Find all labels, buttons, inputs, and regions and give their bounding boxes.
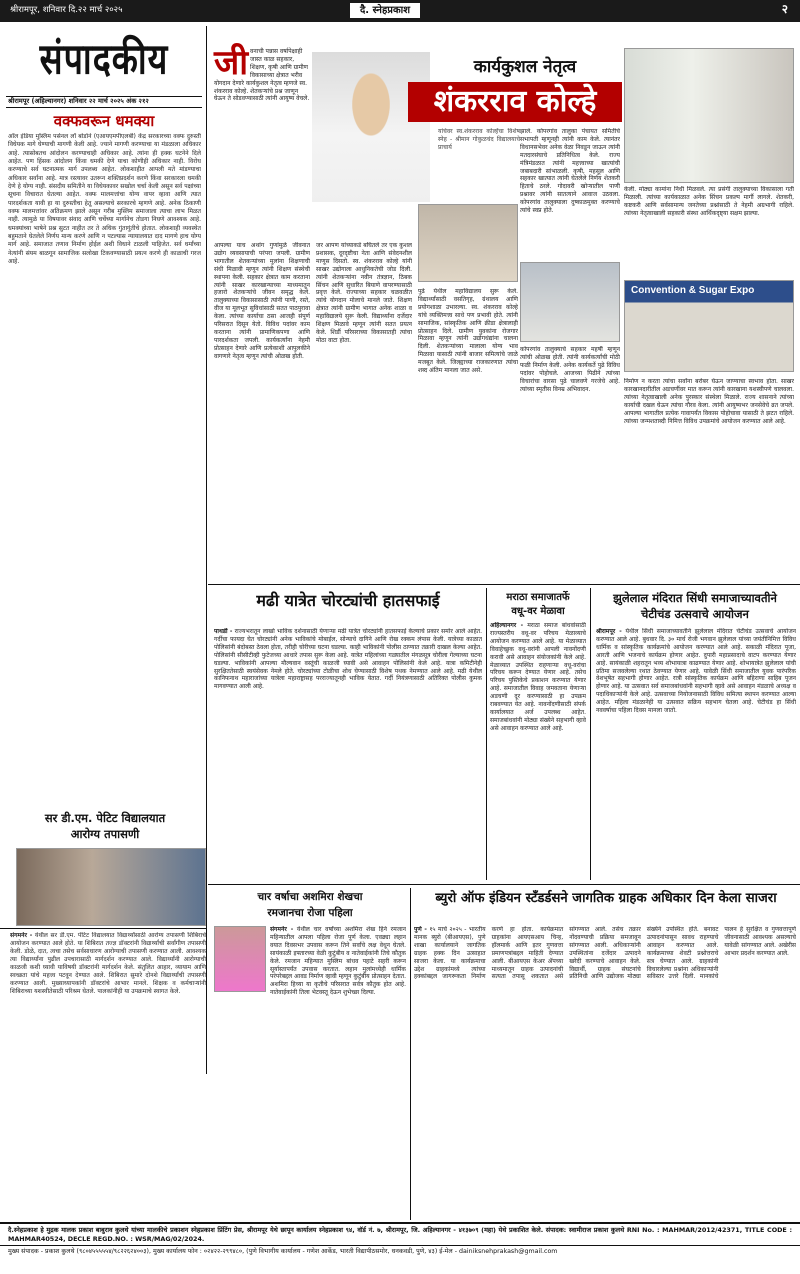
madhi-body: [214, 628, 482, 878]
bis-headline: ब्युरो ऑफ इंडियन स्टँडर्डसने जागतिक ग्राहक अधिकार दिन केला साजरा: [435, 891, 777, 906]
jhulelal-headline-1: झुलेलाल मंदिरात सिंधी समाजाच्यावतीने: [613, 591, 777, 605]
page-header-bar: [0, 0, 800, 22]
kolhe-author: यांचेवर स्व.शंकरराव कोल्हेंचा विशेष स्नेह - श्रीमान गोकुळचंद विद्यालयाचे प्राचार्य: [438, 128, 520, 151]
petit-headline-1: सर डी.एम. पेटिट विद्यालयात: [44, 811, 166, 825]
editorial-masthead: [6, 30, 202, 94]
kolhe-column-6: कोपरगांव तालुक्याचे सहकार महर्षी म्हणून त्यांची ओळख होती. त्यांनी कार्यकर्त्यांची मोठी फळी निर्माण केली. अनेक कार्यकर्ते पुढे विविध पदांवर पोहोचले. आजच्या पिढीने त्यांच्या विचारांचा वारसा पुढे चालवणे गरजेचे आहे. त्यांच्या स्मृतीस विनम्र अभिवादन.: [520, 346, 620, 393]
kolhe-headline-small: कार्यकुशल नेतृत्व: [473, 57, 577, 77]
imprint-line: दै.स्नेहप्रकाश हे मुद्रक मालक प्रकाश बाबुराव कुलथे यांच्या मालकीचे प्रकाशन स्नेहप्रकाश प्रिंटिंग प्रेस, श्रीरामपूर येथे छापून कार्यालय स्नेहप्रकाश ९४, वॉर्ड नं. ७, श्रीरामपूर, जि. अहिल्यानगर - ४१३७०९ (महा) येथे प्रकाशित केले. संपादक: स्वामीराज प्रकाश कुलथे RNI No. : MAHMAR/2012/42371, TITLE CODE : MAHMAR40524, DECLE REGD.NO. : WSR/MAG/02/2024.: [8, 1226, 792, 1243]
petit-photo: [16, 848, 206, 926]
header-date: श्रीरामपूर, शनिवार दि.२२ मार्च २०२५: [10, 5, 123, 15]
roza-headline-1: चार वर्षाचा अशमिरा शेखचा: [257, 891, 363, 903]
header-page-number: २: [781, 2, 788, 16]
madhi-dateline: पाथर्डी -: [214, 628, 233, 635]
vadhuvar-body: [490, 622, 586, 878]
bis-text: १५ मार्च २०२५ - भारतीय मानक ब्युरो (बीआयएस), पुणे शाखा कार्यालयाने जागतिक ग्राहक हक्क दिन उत्साहात साजरा केला. या कार्यक्रमाचा उद्देश ग्राहकांमध्ये त्यांच्या हक्कांबद्दल जागरूकता निर्माण करणे हा होता. कार्यक्रमात ग्राहकांना आयएसआय चिन्ह, हॉलमार्क आणि इतर गुणवत्ता प्रमाणपत्रांबद्दल माहिती देण्यात आली. बीआयएस केअर ॲपच्या माध्यमातून ग्राहक उत्पादनांची सत्यता तपासू शकतात असे सांगण्यात आले. तसेच तक्रार नोंदवण्याची प्रक्रिया समजावून सांगण्यात आली. अधिकाऱ्यांनी उपस्थितांना दर्जेदार उत्पादने खरेदी करण्याचे आवाहन केले. विद्यार्थी, ग्राहक संघटनांचे प्रतिनिधी आणि उद्योजक मोठ्या संख्येने उपस्थित होते. बनावट उत्पादनांपासून सावध राहण्याचे आवाहन करण्यात आले. कार्यक्रमाच्या शेवटी प्रश्नोत्तराचे सत्र घेण्यात आले. ग्राहकांनी विचारलेल्या प्रश्नांना अधिकाऱ्यांनी सविस्तर उत्तरे दिली. मानकांचे पालन हे सुरक्षित व गुणवत्तापूर्ण जीवनासाठी आवश्यक असल्याचे यावेळी सांगण्यात आले. अखेरीस आभार प्रदर्शन करण्यात आले.: [414, 926, 796, 981]
editorial-body: आँल इंडिया मुस्लिम पर्सनल लॉ बोर्डाने (एआयएमपीएलबी) केंद्र सरकारच्या वक्फ दुरुस्ती विधेयक मागे घेण्याची मागणी केली आहे. ज्याने मागणी करण्याचा या मंडळाला अधिकार आहे. त्यासोबतच आंदोलन करण्याचाही अधिकार आहे. त्यांना ही हक्क घटनेने दिले आहेत. पण हिंसक आंदोलन किंवा धमकी देणे याचा कोणीही अधिकार नाही. विरोध करण्याचे सर्व घटनात्मक मार्ग उपलब्ध आहेत. लोकशाहीत आपली मते मांडण्याचा अधिकार सर्वांना आहे. मात्र रस्त्यावर उतरून शक्तिप्रदर्शन करणे किंवा सरकारला धमकी देणे हे योग्य नाही. संसदीय समितीने या विधेयकावर सखोल चर्चा केली असून सर्व पक्षांच्या सूचना विचारात घेतल्या आहेत. वक्फ मालमत्तांचा योग्य वापर व्हावा आणि त्यात पारदर्शकता यावी हा या दुरुस्तीचा हेतू असल्याचे सरकारचे म्हणणे आहे. अनेक ठिकाणी वक्फ मालमत्तांवर अतिक्रमण झाले असून गरीब मुस्लिम समाजाला त्याचा लाभ मिळत नाही. त्यामुळे या विषयावर संवाद आणि चर्चेच्या मार्गानेच तोडगा निघणे आवश्यक आहे. धमक्यांच्या भाषेने प्रश्न सुटत नाहीत तर ते अधिक गुंतागुंतीचे होतात. लोकशाही व्यवस्थेत बहुमताने घेतलेले निर्णय मान्य करणे आणि न पटल्यास न्यायालयात दाद मागणे हाच योग्य मार्ग आहे. समाजात तणाव निर्माण होईल अशी विधाने टाळली पाहिजेत. सर्व धर्मांच्या नेत्यांनी संयम बाळगून सामाजिक सलोखा टिकवण्यासाठी प्रयत्न करणे ही काळाची गरज आहे.: [8, 133, 201, 266]
editorial-title: वक्फवरून धमक्या: [53, 112, 155, 130]
masthead-title: संपादकीय: [39, 34, 169, 85]
column-divider: [410, 888, 411, 1220]
roza-text: येथील चार वर्षांच्या अशमिरा शेख हिने रमजान महिन्यातील आपला पहिला रोजा पूर्ण केला. एवढ्या लहान वयात दिवसभर उपवास करून तिने सर्वांचे लक्ष वेधून घेतले. सायंकाळी इफ्तारच्या वेळी कुटुंबीय व नातेवाईकांनी तिचे कौतुक केले. रमजान महिन्यात मुस्लिम बांधव पहाटे सहरी करून सूर्यास्तापर्यंत उपवास करतात. लहान मुलांमध्येही धार्मिक परंपरेबद्दल आवड निर्माण व्हावी म्हणून कुटुंबीय प्रोत्साहन देतात. अशमिरा हिच्या या कृतीचे परिसरात सर्वत्र कौतुक होत आहे. नातेवाईकांनी तिला भेटवस्तू देऊन शुभेच्छा दिल्या.: [270, 926, 406, 997]
petit-text: येथील सर डी.एम. पेटिट विद्यालयात विद्यार्थ्यांसाठी आरोग्य तपासणी शिबिराचे आयोजन करण्यात आले होते. या शिबिरात तज्ज्ञ डॉक्टरांनी विद्यार्थ्यांची सर्वांगीण तपासणी केली. डोळे, दात, त्वचा तसेच सर्वसाधारण आरोग्याची तपासणी करण्यात आली. आवश्यक त्या विद्यार्थ्यांना पुढील उपचारासाठी मार्गदर्शन करण्यात आले. विद्यार्थ्यांनी आरोग्याची काळजी कशी घ्यावी याविषयी डॉक्टरांनी मार्गदर्शन केले. संतुलित आहार, व्यायाम आणि स्वच्छता यांचे महत्त्व पटवून देण्यात आले. शिबिरात सुमारे दोनशे विद्यार्थ्यांची तपासणी करण्यात आली. मुख्याध्यापकांनी डॉक्टरांचे आभार मानले. शिक्षक व कर्मचाऱ्यांनी शिबिराच्या यशस्वीतेसाठी परिश्रम घेतले. पालकांनीही या उपक्रमाचे स्वागत केले.: [10, 932, 206, 995]
kolhe-photo-award: [418, 204, 518, 282]
jhulelal-dateline: श्रीरामपूर -: [596, 628, 622, 635]
petit-headline-2: आरोग्य तपासणी: [70, 827, 140, 841]
petit-body: [10, 932, 206, 1218]
kolhe-intro-box: [214, 43, 310, 238]
contact-line: मुख्य संपादक - प्रकाश कुलथे (९८०४५५५५५४/९८२२६२४००३), मुख्य कार्यालय फोन : ०२४२२-२९९४८०, (पुणे विभागीय कार्यालय - गणेश आर्केड, भारती विद्यापीठसमोर, धनकवडी, पुणे, ४३) ई-मेल - dainiksnehprakash@gmail.com: [0, 1245, 800, 1258]
kolhe-portrait-photo: [312, 52, 430, 202]
column-divider: [590, 588, 591, 880]
bis-body: [414, 926, 796, 1218]
column-divider: [206, 26, 207, 1074]
kolhe-column-1: आपल्या याच अथांग गुणांमुळे जीवनात उद्योग व्यवसायाची परंपरा जपली. ग्रामीण भागातील शेतकऱ्यांच्या मुलांना शिक्षणाची संधी मिळावी म्हणून त्यांनी शिक्षण संस्थेची स्थापना केली. सहकार क्षेत्रात काम करताना त्यांनी साखर कारखान्याच्या माध्यमातून हजारो शेतकऱ्यांचे जीवन समृद्ध केले. तालुक्याच्या विकासासाठी त्यांनी पाणी, रस्ते, वीज या मूलभूत सुविधांसाठी सतत पाठपुरावा केला. त्यांच्या कार्याचा ठसा आजही संपूर्ण परिसरात दिसून येतो. विविध पदांवर काम करताना त्यांनी प्रामाणिकपणा आणि पारदर्शकता जपली. कार्यकर्त्यांना नेहमी प्रोत्साहन देणारे आणि प्रत्येकाशी आपुलकीने वागणारे नेतृत्व म्हणून त्यांची ओळख होती.: [214, 242, 310, 360]
vadhuvar-dateline: अहिल्यानगर -: [490, 622, 524, 629]
kolhe-photo-meeting: [624, 48, 794, 183]
madhi-text: राज्यभरातून लाखो भाविक दर्शनासाठी येणाऱ्या मढी यात्रेत चोरट्यांनी हातसफाई केल्याचे प्रकार समोर आले आहेत. गर्दीचा फायदा घेत चोरट्यांनी अनेक भाविकांचे मोबाईल, सोन्याचे दागिने आणि रोख रक्कम लंपास केली. यात्रेच्या काळात पोलिसांनी बंदोबस्त ठेवला होता, तरीही चोरीच्या घटना घडल्या. काही भाविकांनी पोलीस ठाण्यात तक्रारी दाखल केल्या आहेत. पोलिसांनी सीसीटीव्ही फुटेजच्या आधारे तपास सुरू केला आहे. यात्रेत महिलांच्या गळ्यातील मंगळसूत्र चोरीला गेल्याच्या घटना घडल्या. भाविकांनी आपल्या मौल्यवान वस्तूंची काळजी घ्यावी असे आवाहन पोलिसांनी केले आहे. यात्रा कमिटीनेही सुरक्षिततेसाठी स्वयंसेवक नेमले होते. चोरट्यांच्या टोळीचा शोध घेण्यासाठी विशेष पथक नेमण्यात आले आहे. मढी येथील कानिफनाथ महाराजांच्या यात्रेला महाराष्ट्रासह परराज्यातूनही भाविक येतात. गर्दी नियंत्रणासाठी अतिरिक्त पोलीस कुमक मागवण्यात आली आहे.: [214, 628, 482, 691]
section-divider: [0, 928, 206, 929]
petit-dateline: संगमनेर -: [10, 932, 33, 939]
roza-headline-2: रमजानचा रोजा पहिला: [267, 907, 353, 919]
kolhe-column-4: केली. मोठ्या कामांना निधी मिळवले. त्या प्रसंगी तालुक्याच्या विकासाला गती मिळाली. त्यांच्या कार्यकाळात अनेक सिंचन प्रकल्प मार्गी लागले. शेतकरी, कष्टकरी आणि सर्वसामान्य जनतेच्या प्रश्नांसाठी ते नेहमी अग्रभागी राहिले. त्यांच्या नेतृत्वाखाली सहकारी संस्था आर्थिकदृष्ट्या सक्षम झाल्या.: [624, 186, 794, 217]
jhulelal-body: [596, 628, 796, 878]
bis-dateline: पुणे -: [414, 926, 427, 933]
jhulelal-headline-2: चेटीचंड उत्सवाचे आयोजन: [641, 607, 749, 621]
column-divider: [486, 588, 487, 880]
kolhe-photo-group: [520, 262, 620, 342]
section-divider: [208, 584, 800, 585]
roza-body: [270, 926, 406, 1218]
kolhe-column-7: निर्माण न करता त्यांचा सर्वांना बरोबर घेऊन जाण्याचा स्वभाव होता. साखर कारखानदारीतील अडचणींवर मात करून त्यांनी कारखाना यशस्वीपणे चालवला. त्यांच्या नेतृत्वाखाली अनेक पुरस्कार संस्थेला मिळाले. राज्य शासनाने त्यांच्या कार्याची दखल घेऊन त्यांचा गौरव केला. त्यांनी आयुष्यभर जनसेवेचे व्रत जपले. आपल्या भागातील प्रत्येक गावापर्यंत विकास पोहोचावा यासाठी ते झटत राहिले. त्यांच्या जन्मशताब्दी निमित्त विविध उपक्रमांचे आयोजन करण्यात आले आहे.: [624, 378, 794, 425]
madhi-headline: मढी यात्रेत चोरट्यांची हातसफाई: [256, 591, 440, 610]
kolhe-intro-text: वनाची पन्नास वर्षापेक्षाही जास्त काळ सहकार, शिक्षण, कृषी आणि ग्रामीण विकासाच्या क्षेत्रात भरीव योगदान देणारे कार्यकुशल नेतृत्व म्हणजे स्व. शंकरराव कोल्हे. शेतकऱ्यांचे प्रश्न जाणून घेऊन ते सोडवण्यासाठी त्यांनी आयुष्य वेचले.: [214, 48, 310, 103]
section-divider: [208, 884, 800, 885]
header-paper-name: दै. स्नेहप्रकाश: [350, 3, 420, 18]
roza-child-photo: [214, 926, 266, 992]
vadhuvar-headline-1: मराठा समाजातर्फे: [506, 592, 570, 603]
vadhuvar-headline-2: वधू-वर मेळावा: [511, 606, 565, 617]
imprint-footer: [0, 1224, 800, 1274]
kolhe-dropcap: जी: [214, 43, 249, 83]
kolhe-column-3: झाले. कोपरगांव तालुका पंचायत समितीचे सभापती म्हणूनही त्यांनी काम केले. त्यानंतर विधानसभेवर अनेक वेळा निवडून जाऊन त्यांनी मतदारसंघाचे प्रतिनिधित्व केले. राज्य मंत्रिमंडळात त्यांनी महत्त्वाच्या खात्यांची जबाबदारी सांभाळली. कृषी, महसूल आणि सहकार खात्यात त्यांनी घेतलेले निर्णय शेतकरी हिताचे ठरले. गोदावरी खोऱ्यातील पाणी प्रश्नावर त्यांनी सातत्याने आवाज उठवला. कोपरगांव तालुक्याला दुष्काळमुक्त करण्याचे त्यांचे स्वप्न होते.: [520, 128, 620, 215]
jhulelal-text: येथील सिंधी समाजाच्यावतीने झुलेलाल मंदिरात चेटीचंड उत्सवाचे आयोजन करण्यात आले आहे. बुधवार दि. ३० मार्च रोजी भगवान झुलेलाल यांच्या जयंतीनिमित्त विविध धार्मिक व सांस्कृतिक कार्यक्रमांचे आयोजन करण्यात आले आहे. सकाळी मंदिरात पूजा, आरती आणि भजनाचे कार्यक्रम होणार आहेत. दुपारी महाप्रसादाचे वाटप करण्यात येणार आहे. सायंकाळी शहरातून भव्य शोभायात्रा काढण्यात येणार आहे. शोभायात्रेत झुलेलाल यांची प्रतिमा सजवलेल्या रथात ठेवण्यात येणार आहे. यावेळी सिंधी समाजातील युवक पारंपरिक वेशभूषेत सहभागी होणार आहेत. रात्री सांस्कृतिक कार्यक्रम आणि बहिराणा साहिब पूजन होणार आहे. या उत्सवात सर्व समाजबांधवांनी सहभागी व्हावे असे आवाहन मंडळाचे अध्यक्ष व पदाधिकाऱ्यांनी केले आहे. उत्सवाच्या नियोजनासाठी विविध समित्या स्थापन करण्यात आल्या आहेत. महिला मंडळानेही या उत्सवात सक्रिय सहभाग घेतला आहे. चेटीचंड हा सिंधी नववर्षाचा पहिला दिवस मानला जातो.: [596, 628, 796, 715]
kolhe-headline-big: शंकरराव कोल्हे: [408, 82, 622, 122]
vadhuvar-text: मराठा समाज बांधवांसाठी राज्यस्तरीय वधू-वर परिचय मेळाव्याचे आयोजन करण्यात आले आहे. या मेळाव्यात विवाहेच्छुक वधू-वरांनी आपली नावनोंदणी करावी असे आवाहन संयोजकांनी केले आहे. मेळाव्यात उपस्थित राहणाऱ्या वधू-वरांचा परिचय करून देण्यात येणार आहे. तसेच परिचय पुस्तिकेचे प्रकाशन करण्यात येणार आहे. समाजातील विवाह जमवताना येणाऱ्या अडचणी दूर करण्यासाठी हा उपक्रम राबवण्यात येत आहे. नावनोंदणीसाठी संपर्क कार्यालयात अर्ज उपलब्ध आहेत. समाजबांधवांनी मोठ्या संख्येने सहभागी व्हावे असे आवाहन करण्यात आले आहे.: [490, 622, 586, 732]
convention-banner-text: Convention & Sugar Expo: [631, 285, 755, 296]
kolhe-column-2: जर आपण यांच्याकडे बघितले तर एक कुशल प्रशासक, दूरदृष्टीचा नेता आणि संवेदनशील माणूस दिसतो. स्व. शंकरराव कोल्हे यांनी साखर उद्योगाला आधुनिकतेची जोड दिली. त्यांनी शेतकऱ्यांना नवीन तंत्रज्ञान, ठिबक सिंचन आणि सुधारित बियाणे वापरण्यासाठी प्रवृत्त केले. राज्याच्या सहकार चळवळीत त्यांचे योगदान मोलाचे मानले जाते. शिक्षण क्षेत्रात त्यांनी ग्रामीण भागात अनेक शाळा व महाविद्यालये सुरू केली. विद्यार्थ्यांना दर्जेदार शिक्षण मिळावे म्हणून त्यांनी सतत प्रयत्न केले. शिर्डी परिसराच्या विकासातही त्यांचा मोठा वाटा होता.: [316, 242, 412, 344]
masthead-dateline: श्रीरामपूर (अहिल्यानगर) शनिवार २२ मार्च २०२५ अंक २१२: [6, 96, 202, 108]
kolhe-photo-convention: [624, 280, 794, 372]
kolhe-column-5: पुढे येथील महाविद्यालय सुरू केले. विद्यार्थ्यांसाठी वसतिगृह, ग्रंथालय आणि प्रयोगशाळा उभारल्या. स्व. शंकरराव कोल्हे यांचे व्यक्तिमत्त्व साधे पण प्रभावी होते. त्यांनी सामाजिक, सांस्कृतिक आणि क्रीडा क्षेत्रालाही प्रोत्साहन दिले. ग्रामीण युवकांना रोजगार मिळावा म्हणून त्यांनी उद्योगधंद्यांना चालना दिली. शेतकऱ्यांच्या मालाला योग्य भाव मिळावा यासाठी त्यांनी बाजार समित्यांचे जाळे मजबूत केले. जिल्ह्याच्या राजकारणात त्यांचा शब्द अंतिम मानला जात असे.: [418, 288, 518, 375]
roza-dateline: संगमनेर -: [270, 926, 294, 933]
